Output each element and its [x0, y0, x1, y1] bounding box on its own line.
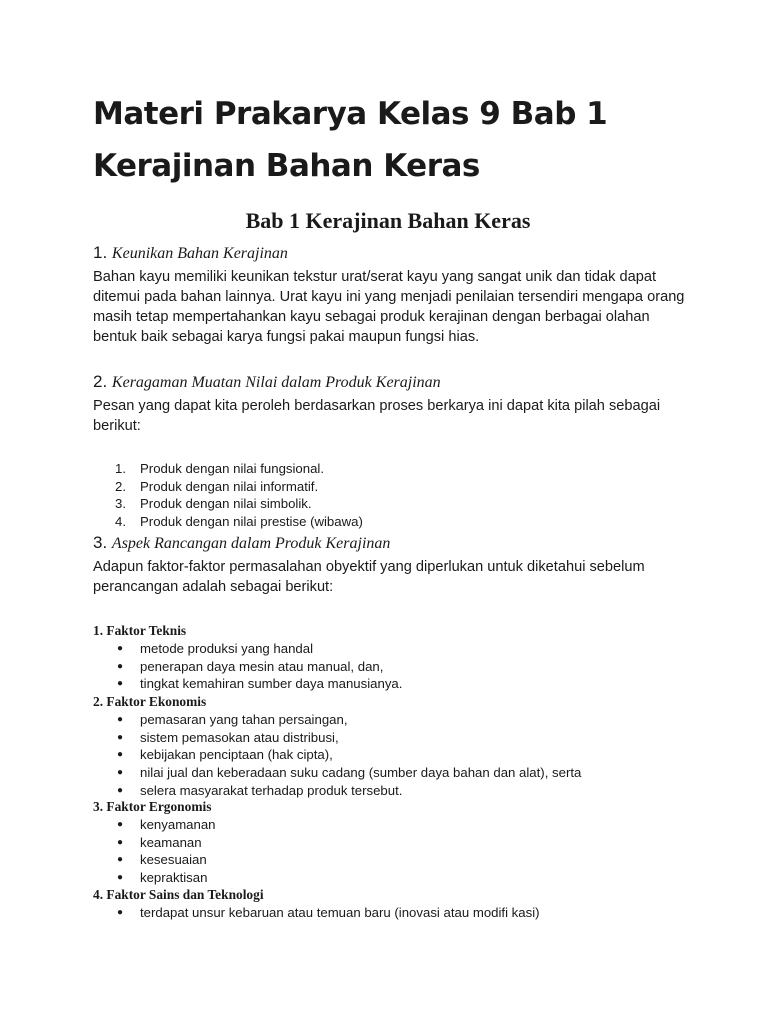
bullet-icon: ●: [117, 819, 124, 830]
list-item: ● metode produksi yang handal: [117, 641, 314, 656]
section-number: 1.: [93, 243, 108, 262]
list-item: ● selera masyarakat terhadap produk tersebut.: [117, 782, 403, 798]
section-title: Keunikan Bahan Kerajinan: [111, 245, 288, 262]
section-2-heading: [93, 372, 441, 392]
list-item: 4. Produk dengan nilai prestise (wibawa): [115, 514, 363, 530]
factor-teknis-heading: 1. Faktor Teknis: [93, 623, 187, 638]
bullet-icon: ●: [117, 714, 124, 725]
bullet-icon: ●: [117, 784, 124, 796]
bullet-icon: ●: [117, 731, 124, 743]
bullet-icon: ●: [117, 749, 124, 761]
list-item: ● kesesuaian: [117, 852, 207, 868]
bullet-icon: ●: [117, 678, 124, 690]
factor-ekonomis-heading: 2. Faktor Ekonomis: [93, 694, 207, 709]
list-item: ● kebijakan penciptaan (hak cipta),: [117, 747, 333, 763]
list-item: ● tingkat kemahiran sumber daya manusianya.: [117, 676, 403, 692]
factor-ergonomis-list: [93, 816, 216, 887]
factor-sains-teknologi-heading: 4. Faktor Sains dan Teknologi: [93, 887, 264, 902]
bullet-icon: ●: [117, 660, 124, 672]
bullet-icon: ●: [117, 907, 124, 918]
bullet-icon: ●: [117, 836, 124, 848]
section-3-heading: [93, 533, 390, 553]
list-item: ● kenyamanan: [117, 817, 216, 832]
bullet-icon: ●: [117, 854, 124, 866]
bullet-icon: ●: [117, 767, 124, 779]
list-item: ● pemasaran yang tahan persaingan,: [117, 712, 348, 727]
section-number: 2.: [93, 372, 108, 391]
list-item: 1. Produk dengan nilai fungsional.: [115, 461, 325, 476]
list-item: ● penerapan daya mesin atau manual, dan,: [117, 658, 384, 674]
factor-sains-teknologi-list: [93, 904, 540, 922]
list-item: ● kepraktisan: [117, 870, 208, 886]
list-item: ● keamanan: [117, 834, 202, 850]
bullet-icon: ●: [117, 872, 124, 884]
factor-ergonomis-heading: 3. Faktor Ergonomis: [93, 799, 212, 814]
section-3-paragraph: Adapun faktor-faktor permasalahan obyektif yang diperlukan untuk diketahui sebelum perancangan adalah sebagai berikut:: [93, 559, 645, 595]
factor-teknis-list: [93, 640, 402, 693]
bullet-icon: ●: [117, 643, 124, 654]
section-2-paragraph: Pesan yang dapat kita peroleh berdasarkan proses berkarya ini dapat kita pilah sebagai berikut:: [93, 398, 661, 434]
section-title: Keragaman Muatan Nilai dalam Produk Kerajinan: [111, 374, 441, 391]
factor-ekonomis-list: [93, 711, 581, 800]
list-item: ● terdapat unsur kebaruan atau temuan baru (inovasi atau modifi kasi): [117, 905, 540, 920]
list-item: ● nilai jual dan keberadaan suku cadang (sumber daya bahan dan alat), serta: [117, 765, 582, 781]
section-1-paragraph: Bahan kayu memiliki keunikan tekstur urat/serat kayu yang sangat unik dan tidak dapat ditemui pada bahan lainnya. Urat kayu ini yang menjadi penilaian tersendiri mengapa orang masih tetap mempertahankan kayu sebagai produk kerajinan dengan berbagai olahan bentuk baik sebagai karya fungsi pakai maupun fungsi hias.: [93, 269, 685, 345]
list-item: 3. Produk dengan nilai simbolik.: [115, 496, 312, 512]
section-title: Aspek Rancangan dalam Produk Kerajinan: [111, 535, 391, 552]
section-1-heading: [93, 243, 288, 263]
list-item: 2. Produk dengan nilai informatif.: [115, 478, 319, 494]
subtitle: Bab 1 Kerajinan Bahan Keras: [245, 208, 531, 233]
list-item: ● sistem pemasokan atau distribusi,: [117, 729, 339, 745]
section-number: 3.: [93, 533, 108, 552]
page-title: Materi Prakarya Kelas 9 Bab 1 Kerajinan Bahan Keras: [93, 96, 608, 184]
values-list: [93, 460, 363, 531]
